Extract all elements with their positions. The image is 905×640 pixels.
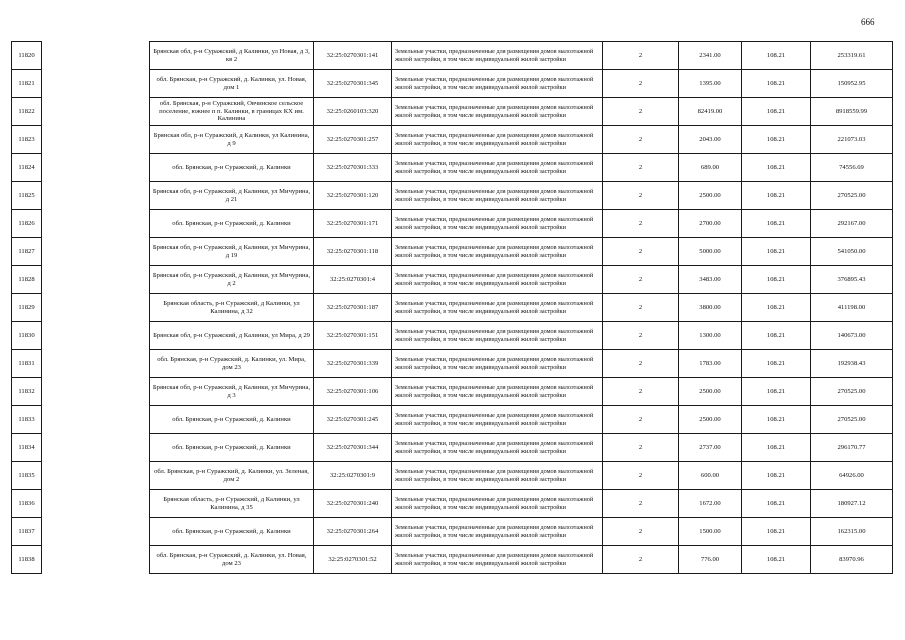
cadastral-value-cell: 192938.43: [811, 350, 893, 378]
spacer-cell: [42, 378, 150, 406]
table-row: [12, 350, 893, 378]
address-cell: обл. Брянская, р-н Суражский, д. Калинки: [150, 518, 314, 546]
address-cell: обл. Брянская, р-н Суражский, д. Калинки: [150, 210, 314, 238]
cadastral-number-cell: 32:25:0270301:141: [314, 42, 392, 70]
cadastral-value-cell: 376895.43: [811, 266, 893, 294]
table-row: [12, 70, 893, 98]
cadastral-number-cell: 32:25:0270301:339: [314, 350, 392, 378]
specific-value-cell: 108.21: [742, 350, 811, 378]
address-cell: Брянская обл, р-н Суражский, д Калинки, ул Мичурина, д 21: [150, 182, 314, 210]
row-number-cell: 11838: [12, 546, 42, 574]
row-number-cell: 11822: [12, 98, 42, 126]
area-cell: 5000.00: [679, 238, 742, 266]
cadastral-value-cell: 270525.00: [811, 182, 893, 210]
group-cell: 2: [603, 42, 679, 70]
spacer-cell: [42, 266, 150, 294]
specific-value-cell: 108.21: [742, 490, 811, 518]
land-use-cell: Земельные участки, предназначенные для размещения домов малоэтажной жилой застройки, в том числе индивидуальной жилой застройки: [392, 546, 603, 574]
group-cell: 2: [603, 378, 679, 406]
address-cell: обл. Брянская, р-н Суражский, д. Калинки, ул. Новая, дом 23: [150, 546, 314, 574]
land-use-cell: Земельные участки, предназначенные для размещения домов малоэтажной жилой застройки, в том числе индивидуальной жилой застройки: [392, 490, 603, 518]
row-number-cell: 11826: [12, 210, 42, 238]
cadastral-number-cell: 32:25:0270301:245: [314, 406, 392, 434]
address-cell: обл. Брянская, р-н Суражский, д. Калинки: [150, 434, 314, 462]
row-number-cell: 11830: [12, 322, 42, 350]
specific-value-cell: 108.21: [742, 378, 811, 406]
address-cell: обл. Брянская, р-н Суражский, д. Калинки, ул. Зеленая, дом 2: [150, 462, 314, 490]
address-cell: Брянская обл, р-н Суражский, д Калинки, ул Мира, д 29: [150, 322, 314, 350]
group-cell: 2: [603, 154, 679, 182]
table-row: [12, 182, 893, 210]
cadastral-number-cell: 32:25:0270301:345: [314, 70, 392, 98]
area-cell: 776.00: [679, 546, 742, 574]
group-cell: 2: [603, 238, 679, 266]
table-row: [12, 98, 893, 126]
group-cell: 2: [603, 182, 679, 210]
address-cell: Брянская обл, р-н Суражский, д Калинки, ул Новая, д 3, кв 2: [150, 42, 314, 70]
specific-value-cell: 108.21: [742, 266, 811, 294]
table-row: [12, 490, 893, 518]
specific-value-cell: 108.21: [742, 98, 811, 126]
land-use-cell: Земельные участки, предназначенные для размещения домов малоэтажной жилой застройки, в том числе индивидуальной жилой застройки: [392, 518, 603, 546]
area-cell: 2500.00: [679, 406, 742, 434]
group-cell: 2: [603, 322, 679, 350]
group-cell: 2: [603, 434, 679, 462]
cadastral-value-table: [11, 41, 893, 574]
row-number-cell: 11824: [12, 154, 42, 182]
area-cell: 3800.00: [679, 294, 742, 322]
land-use-cell: Земельные участки, предназначенные для размещения домов малоэтажной жилой застройки, в том числе индивидуальной жилой застройки: [392, 266, 603, 294]
row-number-cell: 11836: [12, 490, 42, 518]
spacer-cell: [42, 42, 150, 70]
spacer-cell: [42, 406, 150, 434]
cadastral-value-cell: 8918559.99: [811, 98, 893, 126]
area-cell: 689.00: [679, 154, 742, 182]
cadastral-number-cell: 32:25:0270301:151: [314, 322, 392, 350]
specific-value-cell: 108.21: [742, 322, 811, 350]
spacer-cell: [42, 154, 150, 182]
cadastral-value-cell: 64926.00: [811, 462, 893, 490]
table-row: [12, 42, 893, 70]
table-row: [12, 154, 893, 182]
land-use-cell: Земельные участки, предназначенные для размещения домов малоэтажной жилой застройки, в том числе индивидуальной жилой застройки: [392, 294, 603, 322]
group-cell: 2: [603, 546, 679, 574]
spacer-cell: [42, 294, 150, 322]
row-number-cell: 11828: [12, 266, 42, 294]
row-number-cell: 11832: [12, 378, 42, 406]
land-use-cell: Земельные участки, предназначенные для размещения домов малоэтажной жилой застройки, в том числе индивидуальной жилой застройки: [392, 42, 603, 70]
land-use-cell: Земельные участки, предназначенные для размещения домов малоэтажной жилой застройки, в том числе индивидуальной жилой застройки: [392, 378, 603, 406]
specific-value-cell: 108.21: [742, 154, 811, 182]
area-cell: 2500.00: [679, 182, 742, 210]
address-cell: обл. Брянская, р-н Суражский, д. Калинки, ул. Новая, дом 1: [150, 70, 314, 98]
row-number-cell: 11827: [12, 238, 42, 266]
cadastral-value-cell: 150952.95: [811, 70, 893, 98]
group-cell: 2: [603, 518, 679, 546]
spacer-cell: [42, 546, 150, 574]
spacer-cell: [42, 434, 150, 462]
row-number-cell: 11829: [12, 294, 42, 322]
address-cell: Брянская область, р-н Суражский, д Калинки, ул Калинина, д 32: [150, 294, 314, 322]
row-number-cell: 11835: [12, 462, 42, 490]
land-use-cell: Земельные участки, предназначенные для размещения домов малоэтажной жилой застройки, в том числе индивидуальной жилой застройки: [392, 70, 603, 98]
group-cell: 2: [603, 126, 679, 154]
address-cell: обл. Брянская, р-н Суражский, Овчинское сельское поселение, южнее п п. Калинки, в границах КХ им. Калинина: [150, 98, 314, 126]
area-cell: 1300.00: [679, 322, 742, 350]
area-cell: 3483.00: [679, 266, 742, 294]
address-cell: обл. Брянская, р-н Суражский, д. Калинки, ул. Мира, дом 23: [150, 350, 314, 378]
specific-value-cell: 108.21: [742, 546, 811, 574]
area-cell: 1395.00: [679, 70, 742, 98]
spacer-cell: [42, 210, 150, 238]
land-use-cell: Земельные участки, предназначенные для размещения домов малоэтажной жилой застройки, в том числе индивидуальной жилой застройки: [392, 406, 603, 434]
address-cell: Брянская область, р-н Суражский, д Калинки, ул Калинина, д 35: [150, 490, 314, 518]
cadastral-number-cell: 32:25:0270301:120: [314, 182, 392, 210]
address-cell: Брянская обл, р-н Суражский, д Калинки, ул Мичурина, д 19: [150, 238, 314, 266]
area-cell: 1783.00: [679, 350, 742, 378]
land-use-cell: Земельные участки, предназначенные для размещения домов малоэтажной жилой застройки, в том числе индивидуальной жилой застройки: [392, 322, 603, 350]
area-cell: 2043.00: [679, 126, 742, 154]
cadastral-number-cell: 32:25:0270301:333: [314, 154, 392, 182]
spacer-cell: [42, 182, 150, 210]
table-row: [12, 126, 893, 154]
row-number-cell: 11820: [12, 42, 42, 70]
cadastral-number-cell: 32:25:0270301:257: [314, 126, 392, 154]
cadastral-value-cell: 270525.00: [811, 378, 893, 406]
cadastral-number-cell: 32:25:0270301:240: [314, 490, 392, 518]
cadastral-number-cell: 32:25:0270301:187: [314, 294, 392, 322]
cadastral-value-cell: 74556.69: [811, 154, 893, 182]
cadastral-value-cell: 296170.77: [811, 434, 893, 462]
cadastral-value-cell: 270525.00: [811, 406, 893, 434]
group-cell: 2: [603, 294, 679, 322]
spacer-cell: [42, 518, 150, 546]
cadastral-value-cell: 411198.00: [811, 294, 893, 322]
specific-value-cell: 108.21: [742, 182, 811, 210]
cadastral-number-cell: 32:25:0270301:9: [314, 462, 392, 490]
specific-value-cell: 108.21: [742, 518, 811, 546]
cadastral-value-cell: 180927.12: [811, 490, 893, 518]
cadastral-value-cell: 221073.03: [811, 126, 893, 154]
cadastral-number-cell: 32:25:0270301:106: [314, 378, 392, 406]
table-row: [12, 210, 893, 238]
area-cell: 1672.00: [679, 490, 742, 518]
cadastral-value-cell: 162315.00: [811, 518, 893, 546]
group-cell: 2: [603, 210, 679, 238]
spacer-cell: [42, 126, 150, 154]
spacer-cell: [42, 238, 150, 266]
group-cell: 2: [603, 462, 679, 490]
area-cell: 2737.00: [679, 434, 742, 462]
spacer-cell: [42, 98, 150, 126]
spacer-cell: [42, 322, 150, 350]
spacer-cell: [42, 490, 150, 518]
group-cell: 2: [603, 266, 679, 294]
specific-value-cell: 108.21: [742, 294, 811, 322]
spacer-cell: [42, 350, 150, 378]
cadastral-number-cell: 32:25:0270301:4: [314, 266, 392, 294]
land-use-cell: Земельные участки, предназначенные для размещения домов малоэтажной жилой застройки, в том числе индивидуальной жилой застройки: [392, 98, 603, 126]
cadastral-number-cell: 32:25:0270301:344: [314, 434, 392, 462]
specific-value-cell: 108.21: [742, 70, 811, 98]
table-row: [12, 378, 893, 406]
group-cell: 2: [603, 406, 679, 434]
cadastral-number-cell: 32:25:0270301:171: [314, 210, 392, 238]
address-cell: Брянская обл, р-н Суражский, д Калинки, ул Мичурина, д 3: [150, 378, 314, 406]
area-cell: 82419.00: [679, 98, 742, 126]
table-row: [12, 238, 893, 266]
cadastral-value-cell: 292167.00: [811, 210, 893, 238]
cadastral-value-cell: 253319.61: [811, 42, 893, 70]
land-use-cell: Земельные участки, предназначенные для размещения домов малоэтажной жилой застройки, в том числе индивидуальной жилой застройки: [392, 182, 603, 210]
group-cell: 2: [603, 98, 679, 126]
table-row: [12, 294, 893, 322]
land-use-cell: Земельные участки, предназначенные для размещения домов малоэтажной жилой застройки, в том числе индивидуальной жилой застройки: [392, 154, 603, 182]
specific-value-cell: 108.21: [742, 434, 811, 462]
cadastral-number-cell: 32:25:0270301:264: [314, 518, 392, 546]
group-cell: 2: [603, 70, 679, 98]
row-number-cell: 11837: [12, 518, 42, 546]
cadastral-number-cell: 32:25:0270301:52: [314, 546, 392, 574]
cadastral-value-cell: 541050.00: [811, 238, 893, 266]
address-cell: обл. Брянская, р-н Суражский, д. Калинки: [150, 406, 314, 434]
table-row: [12, 462, 893, 490]
address-cell: Брянская обл, р-н Суражский, д Калинки, ул Калинина, д 9: [150, 126, 314, 154]
land-use-cell: Земельные участки, предназначенные для размещения домов малоэтажной жилой застройки, в том числе индивидуальной жилой застройки: [392, 462, 603, 490]
area-cell: 600.00: [679, 462, 742, 490]
specific-value-cell: 108.21: [742, 210, 811, 238]
spacer-cell: [42, 70, 150, 98]
table-body: [12, 42, 893, 574]
row-number-cell: 11833: [12, 406, 42, 434]
area-cell: 1500.00: [679, 518, 742, 546]
land-use-cell: Земельные участки, предназначенные для размещения домов малоэтажной жилой застройки, в том числе индивидуальной жилой застройки: [392, 210, 603, 238]
area-cell: 2700.00: [679, 210, 742, 238]
group-cell: 2: [603, 490, 679, 518]
address-cell: обл. Брянская, р-н Суражский, д. Калинки: [150, 154, 314, 182]
area-cell: 2500.00: [679, 378, 742, 406]
area-cell: 2341.00: [679, 42, 742, 70]
land-use-cell: Земельные участки, предназначенные для размещения домов малоэтажной жилой застройки, в том числе индивидуальной жилой застройки: [392, 350, 603, 378]
specific-value-cell: 108.21: [742, 406, 811, 434]
table-row: [12, 266, 893, 294]
row-number-cell: 11823: [12, 126, 42, 154]
land-use-cell: Земельные участки, предназначенные для размещения домов малоэтажной жилой застройки, в том числе индивидуальной жилой застройки: [392, 126, 603, 154]
cadastral-number-cell: 32:25:0270301:118: [314, 238, 392, 266]
address-cell: Брянская обл, р-н Суражский, д Калинки, ул Мичурина, д 2: [150, 266, 314, 294]
cadastral-value-cell: 140673.00: [811, 322, 893, 350]
row-number-cell: 11821: [12, 70, 42, 98]
table-row: [12, 406, 893, 434]
page-number: 666: [861, 17, 875, 27]
table-row: [12, 434, 893, 462]
row-number-cell: 11825: [12, 182, 42, 210]
land-use-cell: Земельные участки, предназначенные для размещения домов малоэтажной жилой застройки, в том числе индивидуальной жилой застройки: [392, 434, 603, 462]
land-use-cell: Земельные участки, предназначенные для размещения домов малоэтажной жилой застройки, в том числе индивидуальной жилой застройки: [392, 238, 603, 266]
specific-value-cell: 108.21: [742, 238, 811, 266]
row-number-cell: 11834: [12, 434, 42, 462]
row-number-cell: 11831: [12, 350, 42, 378]
specific-value-cell: 108.21: [742, 126, 811, 154]
group-cell: 2: [603, 350, 679, 378]
spacer-cell: [42, 462, 150, 490]
table-row: [12, 518, 893, 546]
specific-value-cell: 108.21: [742, 42, 811, 70]
table-row: [12, 322, 893, 350]
cadastral-number-cell: 32:25:0260103:320: [314, 98, 392, 126]
cadastral-value-cell: 83970.96: [811, 546, 893, 574]
specific-value-cell: 108.21: [742, 462, 811, 490]
table-row: [12, 546, 893, 574]
